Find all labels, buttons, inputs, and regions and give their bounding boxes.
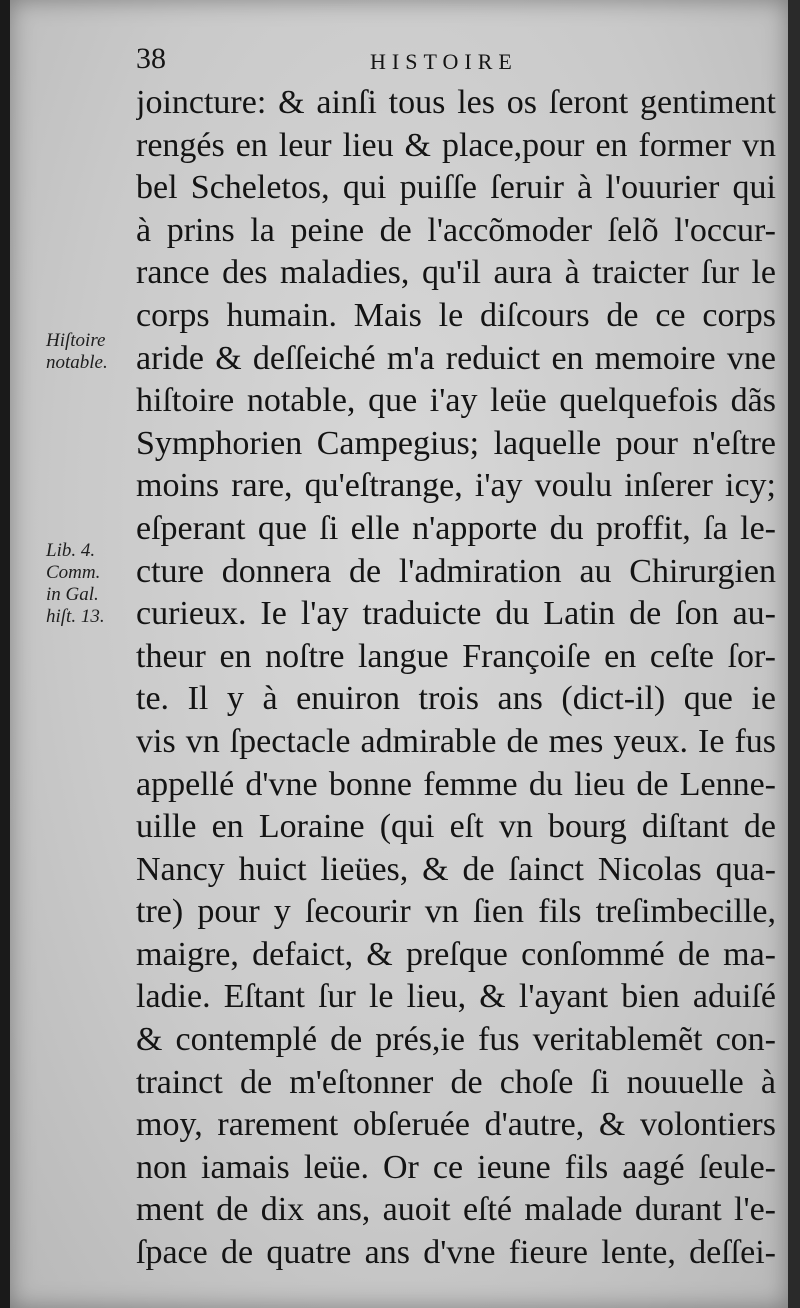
text-line: cture donnera de l'admiration au Chirurgien [136, 552, 776, 590]
marginal-note-line: Comm. [46, 562, 101, 583]
book-page [10, 0, 788, 1308]
text-line: tre) pour y ſecourir vn ſien fils treſimbecille, [136, 893, 776, 931]
text-line: aride & deſſeiché m'a reduict en memoire vne [136, 339, 776, 377]
text-line: rance des maladies, qu'il aura à traicter ſur le [136, 254, 776, 292]
text-line: rengés en leur lieu & place,pour en former vn [136, 126, 776, 164]
marginal-note-line: Hiſtoire [46, 330, 106, 351]
text-line: curieux. Ie l'ay traduicte du Latin de ſon au- [136, 595, 776, 633]
marginal-note-line: hiſt. 13. [46, 606, 105, 627]
running-head: HISTOIRE [370, 49, 518, 74]
text-line: uille en Loraine (qui eſt vn bourg diſtant de [136, 808, 776, 846]
text-line: Symphorien Campegius; laquelle pour n'eſtre [136, 424, 776, 462]
text-line: non iamais leüe. Or ce ieune fils aagé ſeule- [136, 1148, 776, 1186]
text-line: ladie. Eſtant ſur le lieu, & l'ayant bien aduiſé [136, 978, 776, 1016]
text-line: vis vn ſpectacle admirable de mes yeux. Ie fus [136, 722, 776, 760]
marginal-note-line: notable. [46, 352, 108, 373]
page-number: 38 [136, 42, 166, 75]
text-line: ment de dix ans, auoit eſté malade durant l'e- [136, 1191, 776, 1229]
marginal-note-line: in Gal. [46, 584, 99, 605]
text-line: te. Il y à enuiron trois ans (dict-il) que ie [136, 680, 776, 718]
text-line: eſperant que ſi elle n'apporte du proffit, ſa le- [136, 509, 776, 547]
text-line: trainct de m'eſtonner de choſe ſi nouuelle à [136, 1063, 776, 1101]
page-edge-shadow [788, 0, 800, 1308]
text-line: maigre, defaict, & preſque conſommé de ma- [136, 935, 776, 973]
text-line: joincture: & ainſi tous les os ſeront gentiment [136, 84, 776, 121]
marginal-note [46, 540, 105, 628]
text-line: theur en noſtre langue Françoiſe en ceſte ſor- [136, 637, 776, 675]
text-line: hiſtoire notable, que i'ay leüe quelquefois dãs [136, 382, 776, 420]
text-line: moins rare, qu'eſtrange, i'ay voulu inſerer icy; [136, 467, 776, 505]
text-line: Nancy huict lieües, & de ſainct Nicolas qua- [136, 850, 776, 888]
text-line: & contemplé de prés,ie fus veritablemẽt con- [136, 1021, 776, 1059]
text-line: ſpace de quatre ans d'vne fieure lente, deſſei- [136, 1234, 776, 1272]
text-line: appellé d'vne bonne femme du lieu de Lenne- [136, 765, 776, 803]
text-line: bel Scheletos, qui puiſſe ſeruir à l'ouurier qui [136, 169, 776, 207]
text-line: corps humain. Mais le diſcours de ce corps [136, 296, 776, 334]
marginal-note [46, 330, 108, 374]
text-line: à prins la peine de l'accõmoder ſelõ l'occur- [136, 211, 776, 249]
body-text [136, 82, 776, 1275]
marginal-note-line: Lib. 4. [46, 540, 96, 561]
text-line: moy, rarement obſeruée d'autre, & volontiers [136, 1106, 776, 1144]
